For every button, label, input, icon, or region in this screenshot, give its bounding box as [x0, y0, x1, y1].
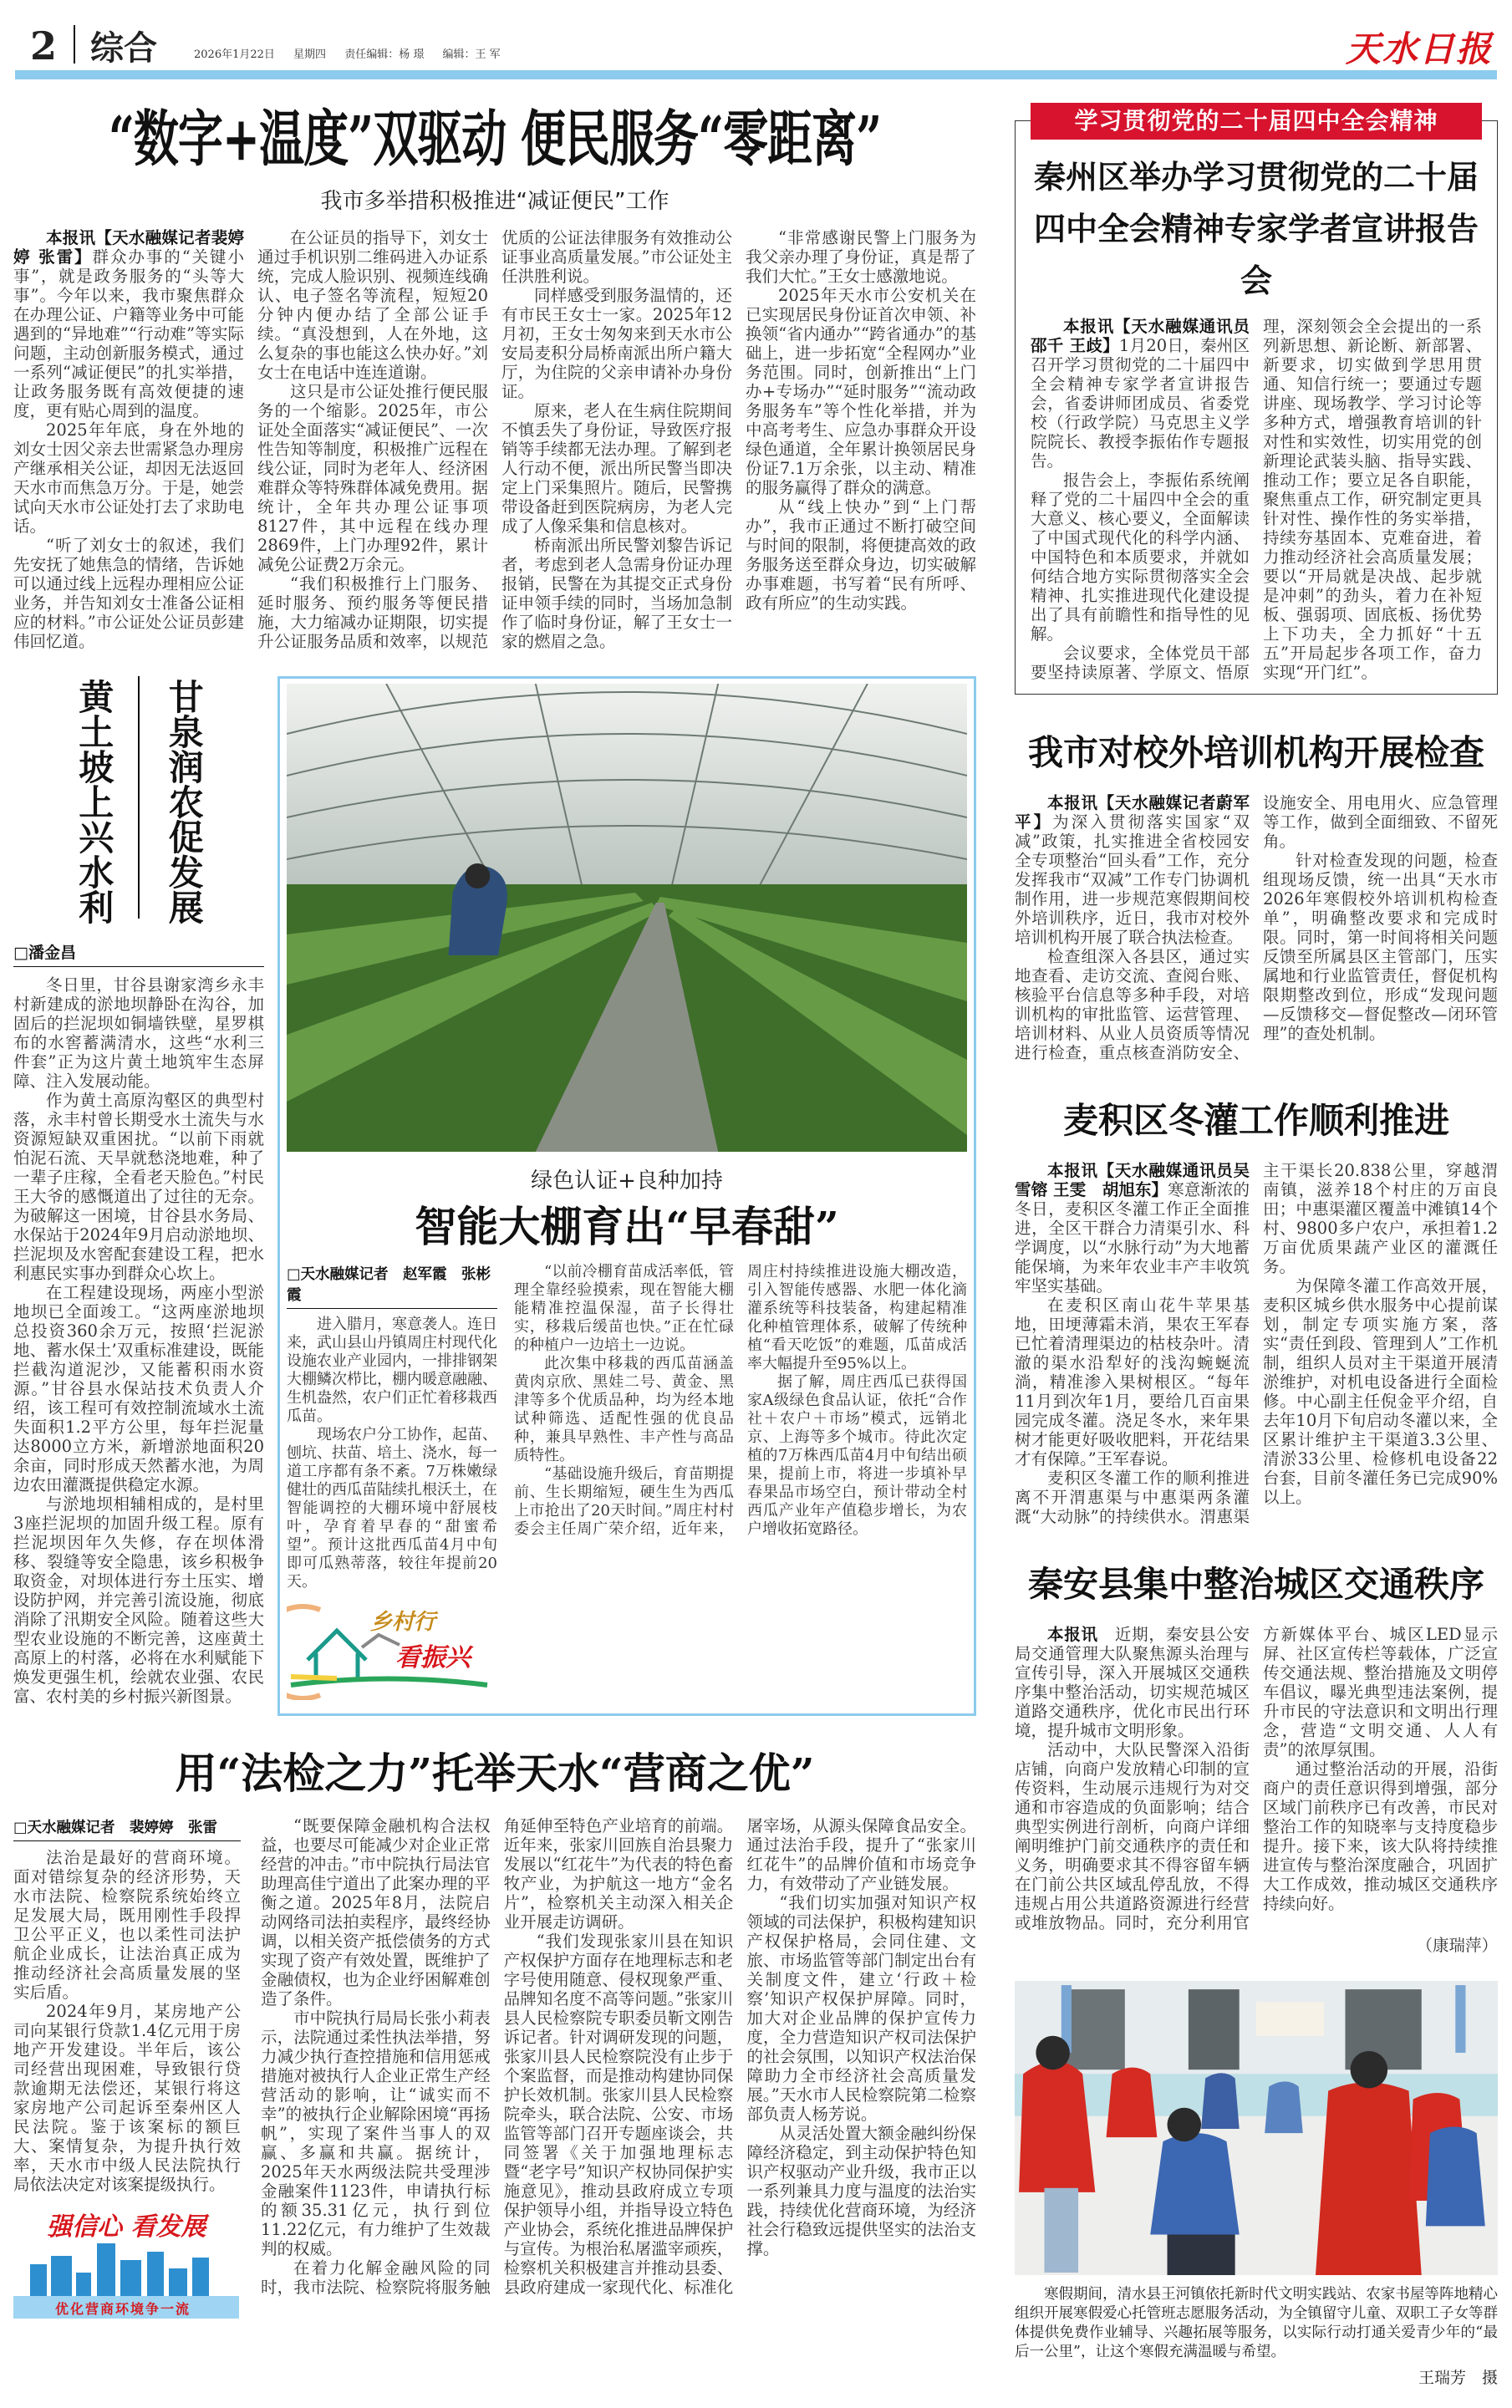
right-column: [1015, 99, 1498, 2388]
paragraph: 2024年9月，某房地产公司向某银行贷款1.4亿元用于房地产开发建设。半年后，该公司经营出现困难，导致银行贷款逾期无法偿还，某银行将这家房地产公司起诉至秦州区人民法院。鉴于该案标的额巨大、案情复杂，为提升执行效率，天水市中级人民法院执行局依法决定对该案提级执行。: [13, 2002, 241, 2194]
greenhouse-byline: □天水融媒记者 赵军霞 张彬霞: [287, 1263, 497, 1309]
paragraph: 2025年天水市公安机关在已实现居民身份证首次申领、补换领“省内通办”“跨省通办”的基础上，进一步拓宽“全程网办”业务范围。同时，创新推出“上门办+专场办”“延时服务”“流动政务服务车”等个性化举措，并为中高考考生、应急办事群众开设绿色通道，全年累计换领居民身份证7.1万余张，以主动、精准的服务赢得了群众的满意。: [746, 286, 976, 497]
page-number: 2: [30, 23, 58, 69]
paragraph: 2025年年底，身在外地的刘女士因父亲去世需紧急办理房产继承相关公证，却因无法返回天水市而焦急万分。于是，她尝试向天水市公证处打去了求助电话。: [13, 420, 244, 536]
party-study-box: [1015, 107, 1498, 695]
party-study-body: [1031, 317, 1482, 682]
logo-slogan: 强信心 看发展: [47, 2212, 206, 2242]
masthead-logo: 天水日报: [1346, 28, 1494, 69]
traffic-order-headline: 秦安县集中整治城区交通秩序: [1027, 1564, 1484, 1605]
paragraph: [1015, 1625, 1250, 1740]
paragraph: 会议要求，全体党员干部要坚持读原著、学原文、悟原理，深刻领会全会提出的一系列新思想、新论断、新部署、新要求，切实做到学思用贯通、知信行统一；要通过专题讲座、现场教学、学习讨论等多种方式，增强教育培训的针对性和实效性，切实用党的创新理论武装头脑、指导实践、推动工作；要立足各自职能，聚焦重点工作，研究制定更具针对性、操作性的务实举措，持续夯基固本、克难奋进，着力推动经济社会高质量发展；要以“开局就是决战、起步就是冲刺”的劲头，着力在补短板、强弱项、固底板、扬优势上下功夫，全力抓好“十五五”开局起步各项工作，奋力实现“开门红”。: [1031, 317, 1482, 682]
paragraph-text: 寒意渐浓的冬日，麦积区冬灌工作正全面推进，全区干群合力清渠引水、科学调度，以“水脉行动”为大地蓄能保墒，为来年农业丰产丰收筑牢坚实基础。: [1015, 1180, 1250, 1296]
party-study-banner: 学习贯彻党的二十届四中全会精神: [1031, 103, 1482, 140]
paragraph: “既要保障金融机构合法权益，也要尽可能减少对企业正常经营的冲击。”市中院执行局法官助理高佳宁道出了此案办理的平衡之道。2025年8月，法院启动网络司法拍卖程序，最终经协调，以相关资产抵偿债务的方式实现了资产有效处置，既维护了金融债权，也为企业纾困解难创造了条件。: [261, 1816, 491, 2008]
paragraph: “基础设施升级后，育苗期提前、生长期缩短，硬生生为西瓜上市抢出了20天时间。”周庄村村委会主任周广荣介绍，近年来，周庄村持续推进设施大棚改造，引入智能传感器、水肥一体化滴灌系统等科技装备，构建起精准化种植管理体系，破解了传统种植“看天吃饭”的难题，瓜苗成活率大幅提升至95%以上。: [514, 1263, 967, 1538]
school-inspection-body: [1015, 793, 1498, 1062]
issue-date: 2026年1月22日: [194, 48, 275, 61]
business-environment-logo: [13, 2206, 239, 2319]
loess-article: [13, 676, 264, 1706]
paragraph: 现场农户分工协作，起苗、刨坑、扶苗、培土、浇水，每一道工序都有条不紊。7万株嫩绿健壮的西瓜苗陆续扎根沃土，在智能调控的大棚环境中舒展枝叶，孕育着早春的“甜蜜希望”。预计这批西瓜苗4月中旬即可瓜熟蒂落，较往年提前20天。: [287, 1426, 497, 1591]
header-color-bar: [15, 70, 1497, 79]
paragraph: 在工程建设现场，两座小型淤地坝已全面竣工。“这两座淤地坝总投资360余万元，按照‘拦泥淤地、蓄水保土’双重标准建设，既能拦截沟道泥沙，又能蓄积雨水资源。”甘谷县水保站技术负责人介绍，该工程可有效控制流域水土流失面积1.2平方公里，每年拦泥量达8000立方米，新增淤地面积20余亩，同时形成天然蓄水池，为周边农田灌溉提供稳定水源。: [13, 1283, 264, 1494]
paragraph: 在着力化解金融风险的同时，我市法院、检察院将服务触角延伸至特色产业培育的前端。近年来，张家川回族自治县聚力发展以“红花牛”为代表的特色畜牧产业，为护航这一地方“金名片”，检察机关主动深入相关企业开展走访调研。: [261, 1816, 734, 2297]
greenhouse-body-rest: [514, 1263, 967, 1539]
law-business-body-rest: [261, 1816, 976, 2297]
paragraph: “听了刘女士的叙述，我们先安抚了她焦急的情绪，告诉她可以通过线上远程办理相应公证业务，并告知刘女士准备公证相应的材料。”市公证处公证员彭建伟回忆道。: [13, 536, 244, 651]
loess-headline-main: 甘泉润农促发展: [163, 679, 205, 924]
law-business-first-column: [13, 1816, 241, 2319]
paragraph: 麦积区冬灌工作的顺利推进离不开渭惠渠与中惠渠两条灌溉“大动脉”的持续供水。渭惠渠主干渠长20.838公里，穿越渭南镇，滋养18个村庄的万亩良田；中惠渠灌区覆盖中滩镇14个村、9800多户农户，承担着1.2万亩优质果蔬产业区的灌溉任务。: [1015, 1161, 1498, 1526]
lead-article-body: [13, 228, 976, 651]
rural-revitalization-logo: [287, 1601, 491, 1700]
paragraph: [1031, 317, 1250, 471]
chief-editor: 责任编辑：杨 璟: [344, 48, 425, 61]
paragraph: “非常感谢民警上门服务为我父亲办理了身份证，真是帮了我们大忙。”王女士感激地说。: [746, 228, 976, 286]
header-divider: [74, 25, 75, 64]
paragraph: [1015, 1161, 1250, 1296]
paragraph: 进入腊月，寒意袭人。连日来，武山县山丹镇周庄村现代化设施农业产业园内，一排排钢架大棚鳞次栉比，棚内暖意融融、生机盎然，农户们正忙着移栽西瓜苗。: [287, 1316, 497, 1425]
header-meta: [194, 45, 516, 61]
lead-headline: “数字+温度”双驱动 便民服务“零距离”: [108, 102, 882, 176]
greenhouse-body-col1: [287, 1316, 497, 1591]
greenhouse-subheadline: 绿色认证+良种加持: [531, 1168, 723, 1194]
paragraph: “我们切实加强对知识产权领域的司法保护，积极构建知识产权保护格局，会同住建、文旅、市场监管等部门制定出台有关制度文件，建立‘行政＋检察’知识产权保护屏障。同时，加大对企业品牌的保护宣传力度，全力营造知识产权司法保护的社会氛围，以知识产权法治保障助力全市经济社会高质量发展。”天水市人民检察院第二检察部负责人杨芳说。: [746, 1893, 976, 2124]
paragraph: 市中院执行局局长张小莉表示，法院通过柔性执法举措，努力减少执行查控措施和信用惩戒措施对被执行人企业正常生产经营活动的影响，让“诚实而不幸”的被执行企业解除困境“再扬帆”，实现了案件当事人的双赢、多赢和共赢。据统计，2025年天水两级法院共受理涉金融案件1123件，申请执行标的额35.31亿元，执行到位11.22亿元，有力维护了生效裁判的权威。: [261, 2008, 491, 2258]
paragraph: [1015, 793, 1250, 947]
paragraph-text: 为深入贯彻落实国家“双减”政策，扎实推进全省校园安全专项整治“回头看”工作，充分发挥我市“双减”工作专门协调机制作用，进一步规范寒假期间校外培训秩序，近日，我市对校外培训机构开展了联合执法检查。: [1015, 812, 1250, 947]
paragraph: 法治是最好的营商环境。面对错综复杂的经济形势，天水市法院、检察院系统始终立足发展大局，既用刚性手段捍卫公平正义，也以柔性司法护航企业成长，让法治真正成为推动经济社会高质量发展的坚实后盾。: [13, 1848, 241, 2002]
greenhouse-feature-frame: [277, 676, 976, 1716]
greenhouse-headline: 智能大棚育出“早春甜”: [415, 1202, 839, 1251]
paragraph: 在公证员的指导下，刘女士通过手机识别二维码进入办证系统，完成人脸识别、视频连线确认、电子签名等流程，短短20分钟内便办结了全部公证手续。“真没想到，人在外地，这么复杂的事也能这么快办好。”刘女士在电话中连连道谢。: [257, 228, 488, 382]
traffic-order-body: [1015, 1625, 1498, 1932]
paragraph: 此次集中移栽的西瓜苗涵盖黄肉京欣、黑娃二号、黄金、黑津等多个优质品种，均为经本地试种筛选、适配性强的优良品种，兼具早熟性、丰产性与高品质特性。: [514, 1355, 734, 1464]
loess-headline-group: [13, 676, 264, 927]
logo-text-line2: 看振兴: [395, 1643, 471, 1672]
loess-byline: □潘金昌: [13, 940, 264, 967]
lead-subheadline: 我市多举措积极推进“减证便民”工作: [320, 189, 669, 214]
photo-caption: [1015, 2285, 1498, 2362]
greenhouse-photo-image: [287, 684, 967, 1152]
paragraph: 从“线上快办”到“上门帮办”，我市正通过不断打破空间与时间的限制，将便捷高效的政务服务送至群众身边，切实破解办事难题，书写着“民有所呼、政有所应”的生动实践。: [746, 497, 976, 613]
paragraph: 活动中，大队民警深入沿街店铺，向商户发放精心印制的宣传资料，生动展示违规行为对交通和市容造成的负面影响；结合典型实例进行剖析，向商户详细阐明维护门前交通秩序的责任和义务，明确要求其不得容留车辆在门前公共区域乱停乱放，不得违规占用公共道路资源进行经营或堆放物品。同时，充分利用官方新媒体平台、城区LED显示屏、社区宣传栏等载体，广泛宣传交通法规、整治措施及文明停车倡议，曝光典型违法案例，提升市民的守法意识和文明出行理念，营造“文明交通、人人有责”的浓厚氛围。: [1015, 1625, 1498, 1932]
photo-caption-text: 寒假期间，清水县王河镇依托新时代文明实践站、农家书屋等阵地精心组织开展寒假爱心托管班志愿服务活动，为全镇留守儿童、双职工子女等群体提供免费作业辅导、兴趣拓展等服务，以实际行动打通关爱青少年的“最后一公里”，让这个寒假充满温暖与希望。: [1015, 2286, 1498, 2360]
law-business-headline: 用“法检之力”托举天水“营商之优”: [175, 1749, 815, 1798]
lead-headline-wrap: [13, 102, 976, 176]
law-business-body-col1: [13, 1848, 241, 2194]
greenhouse-body-grid: [287, 1263, 967, 1700]
school-inspection-headline: 我市对校外培训机构开展检查: [1027, 732, 1484, 773]
paragraph: 桥南派出所民警刘黎告诉记者，考虑到老人急需身份证办理报销，民警在为其提交正式身份证申领手续的同时，当场加急制作了临时身份证，解了王女士一家的燃眉之急。: [501, 536, 732, 651]
article-signature: （康瑞萍）: [1416, 1936, 1498, 1955]
paragraph: 冬日里，甘谷县谢家湾乡永丰村新建成的淤地坝静卧在沟谷，加固后的拦泥坝如铜墙铁壁，星罗棋布的水窖蓄满清水，这些“水利三件套”正为这片黄土地筑牢生态屏障、注入发展动能。: [13, 975, 264, 1091]
law-business-byline: □天水融媒记者 裴婷婷 张雷: [13, 1816, 241, 1841]
paragraph: 据了解，周庄西瓜已获得国家A级绿色食品认证，依托“合作社＋农户＋市场”模式，远销北京、上海等多个城市。待此次定植的7万株西瓜苗4月中旬结出硕果，提前上市，将进一步填补早春果品市场空白，预计带动全村西瓜产业年产值稳步增长，为农户增收拓宽路径。: [747, 1373, 967, 1538]
paragraph: “我们积极推行上门服务、延时服务、预约服务等便民措施，大力缩减办证期限，切实提升公证服务品质和效率，以规范优质的公证法律服务有效推动公证事业高质量发展。”市公证处主任洪胜利说。: [257, 228, 732, 651]
party-study-headline: 秦州区举办学习贯彻党的二十届四中全会精神专家学者宣讲报告会: [1033, 158, 1479, 299]
left-main-area: [13, 99, 976, 2319]
greenhouse-first-column: [287, 1263, 497, 1700]
paragraph: [13, 228, 244, 420]
volunteer-photo-image: [1015, 1981, 1498, 2275]
paragraph-text: 群众办事的“关键小事”，就是政务服务的“头等大事”。今年以来，我市聚焦群众在办理公证、户籍等业务中可能遇到的“异地难”“行动难”等实际问题，主动创新服务模式，通过一系列“减证便民”的扎实举措，让政务服务既有高效便捷的速度，更有贴心周到的温度。: [13, 247, 244, 420]
paragraph: 报告会上，李振佑系统阐释了党的二十届四中全会的重大意义、核心要义，全面解读了中国式现代化的科学内涵、中国特色和本质要求，并就如何结合地方实际贯彻落实全会精神、扎实推进现代化建设提出了具有前瞻性和指导性的见解。: [1031, 471, 1250, 644]
loess-headline-secondary: 黄土坡上兴水利: [74, 679, 115, 924]
paragraph: 通过整治活动的开展，沿街商户的责任意识得到增强，部分区域门前秩序已有改善，市民对整治工作的知晓率与支持度稳步提升。接下来，该大队将持续推进宣传与整治深度融合，巩固扩大工作成效，推动城区交通秩序持续向好。: [1263, 1759, 1498, 1913]
paragraph: 作为黄土高原沟壑区的典型村落，永丰村曾长期受水土流失与水资源短缺双重困扰。“以前下雨就怕泥石流、天旱就愁浇地难，种了一辈子庄稼，全看老天脸色。”村民王大爷的感慨道出了过往的无奈。为破解这一困境，甘谷县水务局、水保站于2024年9月启动淤地坝、拦泥坝及水窖配套建设工程，把水利惠民实事办到群众心坎上。: [13, 1091, 264, 1283]
loess-article-body: [13, 975, 264, 1706]
issue-weekday: 星期四: [293, 48, 327, 61]
dateline: 本报讯: [1047, 1625, 1098, 1644]
paragraph: 从灵活处置大额金融纠纷保障经济稳定，到主动保护特色知识产权驱动产业升级，我市正以一系列兼具力度与温度的法治实践，持续优化营商环境，为经济社会行稳致远提供坚实的法治支撑。: [746, 2124, 976, 2258]
paragraph: 在麦积区南山花牛苹果基地，田埂薄霜未消，果农王军春已忙着清理渠边的枯枝杂叶。清澈的渠水沿犁好的浅沟蜿蜒流淌，精准渗入果树根区。“每年11月到次年1月，要给几百亩果园完成冬灌。浇足冬水，来年果树才能更好吸收肥料，开花结果才有保障。”王军春说。: [1015, 1296, 1250, 1469]
law-business-body-grid: [13, 1816, 976, 2319]
editor: 编辑：王 军: [442, 48, 501, 61]
logo-subslogan: 优化营商环境争一流: [55, 2301, 191, 2317]
middle-row: [13, 676, 976, 1716]
paragraph-text: 近期，秦安县公安局交通管理大队聚焦源头治理与宣传引导，深入开展城区交通秩序集中整治活动，切实规范城区道路交通秩序，优化市民出行环境，提升城市文明形象。: [1015, 1625, 1250, 1740]
winter-irrigation-body: [1015, 1161, 1498, 1526]
section-name: 综合: [90, 28, 157, 68]
paragraph: “我们发现张家川县在知识产权保护方面存在地理标志和老字号使用随意、侵权现象严重、品牌知名度不高等问题。”张家川县人民检察院专职委员靳文刚告诉记者。针对调研发现的问题，张家川县人民检察院没有止步于个案监督，而是推动构建协同保护长效机制。张家川县人民检察院牵头，联合法院、公安、市场监管等部门召开专题座谈会，共同签署《关于加强地理标志暨“老字号”知识产权协同保护实施意见》，推动县政府成立专项保护领导小组，并指导设立特色产业协会，系统化推进品牌保护与宣传。为根治私屠滥宰顽疾，检察机关积极建言并推动县委、县政府建成一家现代化、标准化屠宰场，从源头保障食品安全。通过法治手段，提升了“张家川红花牛”的品牌价值和市场竞争力，有效带动了产业链发展。: [503, 1816, 976, 2297]
logo-text-line1: 乡村行: [370, 1610, 436, 1635]
paragraph: “以前冷棚育苗成活率低，管理全靠经验摸索，现在智能大棚能精准控温保湿，苗子长得壮实，移栽后缓苗也快。”正在忙碌的种植户一边培土一边说。: [514, 1263, 734, 1354]
paragraph: 与淤地坝相辅相成的，是村里3座拦泥坝的加固升级工程。原有拦泥坝因年久失修，存在坝体滑移、裂缝等安全隐患，该乡积极争取资金，对坝体进行夯土压实、增设防护网，并完善引流设施，彻底消除了汛期安全风险。随着这些大型农业设施的不断完善，这座黄土高原上的村落，必将在水利赋能下焕发更强生机，绘就农业强、农民富、农村美的乡村振兴新图景。: [13, 1494, 264, 1706]
paragraph: 原来，老人在生病住院期间不慎丢失了身份证，导致医疗报销等手续都无法办理。了解到老人行动不便，派出所民警当即决定上门采集照片。随后，民警携带设备赶到医院病房，为老人完成了人像采集和信息核对。: [501, 401, 732, 536]
paragraph: 检查组深入各县区，通过实地查看、走访交流、查阅台账、核验平台信息等多种手段，对培训机构的审批监管、运营管理、培训材料、从业人员资质等情况进行检查，重点核查消防安全、设施安全、用电用火、应急管理等工作，做到全面细致、不留死角。: [1015, 793, 1498, 1062]
photo-credit: 王瑞芳 摄: [1418, 2369, 1498, 2387]
paragraph: 这只是市公证处推行便民服务的一个缩影。2025年，市公证处全面落实“减证便民”、一次性告知等制度，积极推广远程在线公证，同时为老年人、经济困难群众等特殊群体减免费用。据统计，全年共办理公证事项8127件，其中远程在线办理2869件，上门办理92件，累计减免公证费2万余元。: [257, 382, 488, 574]
headline-divider: [138, 676, 140, 919]
dateline: 本报讯【天水融媒记者蔚军平】: [1015, 793, 1250, 832]
paragraph: 为保障冬灌工作高效开展，麦积区城乡供水服务中心提前谋划，制定专项实施方案，落实“责任到段、管理到人”工作机制，组织人员对主干渠道开展清淤维护，对机电设备进行全面检修。中心副主任倪金平介绍，自去年10月下旬启动冬灌以来，全区累计维护主干渠道3.3公里、清淤33公里、检修机电设备22台套，目前冬灌任务已完成90%以上。: [1263, 1276, 1498, 1507]
volunteer-photo: [1015, 1981, 1498, 2275]
paragraph-text: 1月20日，秦州区召开学习贯彻党的二十届四中全会精神专家学者宣讲报告会，省委讲师团成员、省委党校（行政学院）马克思主义学院院长、教授李振佑作专题报告。: [1031, 336, 1250, 471]
dateline: 本报讯【天水融媒通讯员吴雪镕 王雯 胡旭东】: [1015, 1161, 1250, 1199]
dateline: 本报讯【天水融媒通讯员邵千 王歧】: [1031, 317, 1250, 355]
greenhouse-photo: [287, 684, 967, 1152]
paragraph: 同样感受到服务温情的，还有市民王女士一家。2025年12月初，王女士匆匆来到天水市公安局麦积分局桥南派出所户籍大厅，为住院的父亲申请补办身份证。: [501, 286, 732, 401]
paragraph: 针对检查发现的问题，检查组现场反馈，统一出具“天水市2026年寒假校外培训机构检查单”，明确整改要求和完成时限。同时，第一时间将相关问题反馈至所属县区主管部门，压实属地和行业监管责任，督促机构限期整改到位，形成“发现问题—反馈移交—督促整改—闭环管理”的查处机制。: [1263, 851, 1498, 1043]
winter-irrigation-headline: 麦积区冬灌工作顺利推进: [1062, 1100, 1449, 1141]
dateline: 本报讯【天水融媒记者裴婷婷 张雷】: [13, 228, 244, 267]
